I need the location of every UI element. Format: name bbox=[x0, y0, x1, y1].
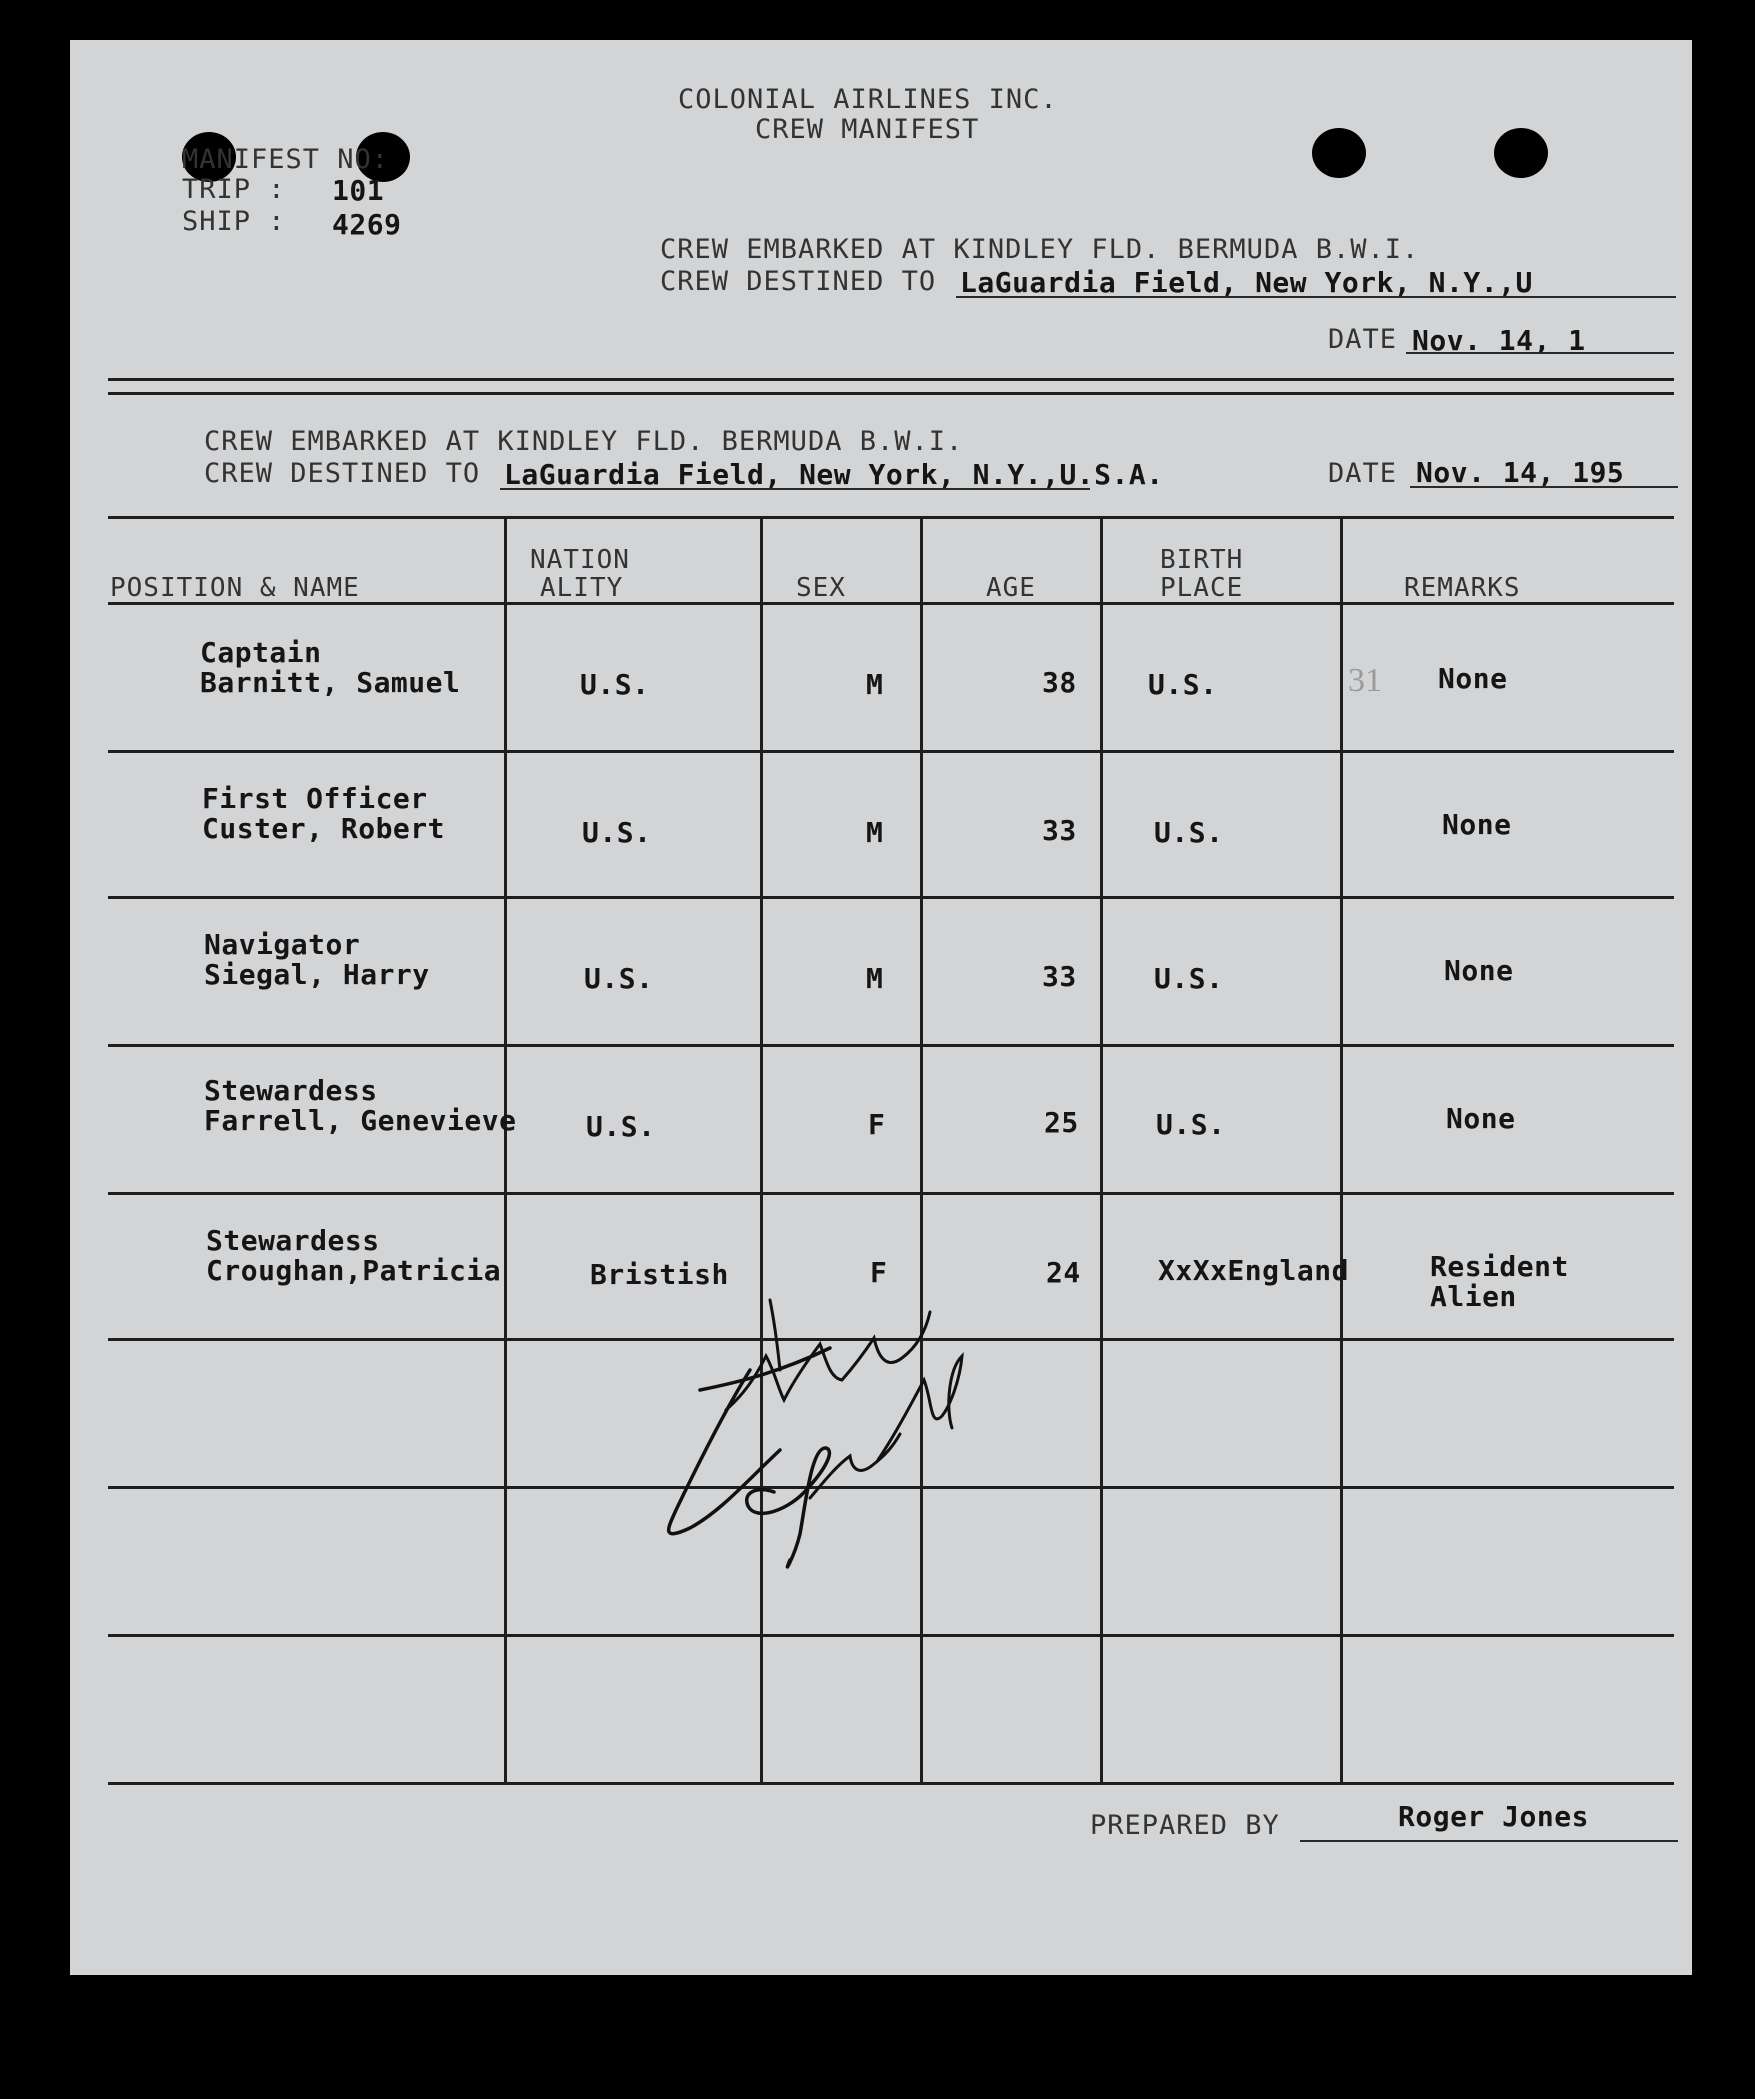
row-rule-1 bbox=[108, 750, 1674, 753]
row-2-position: First Officer bbox=[202, 782, 428, 815]
col-header-age: AGE bbox=[986, 573, 1036, 603]
prepared-by-value: Roger Jones bbox=[1398, 1800, 1589, 1833]
date-underline bbox=[1406, 352, 1674, 354]
row-1-sex: M bbox=[866, 668, 884, 701]
trip-number: 101 bbox=[332, 174, 385, 207]
row-2-remarks bbox=[1442, 810, 1511, 840]
date-label-2: DATE bbox=[1328, 458, 1398, 489]
row-3-remarks bbox=[1444, 956, 1513, 986]
row-5-remarks-line-2: Alien bbox=[1430, 1280, 1517, 1313]
col-header-sex: SEX bbox=[796, 573, 846, 603]
table-row-1-position-name bbox=[200, 638, 460, 698]
table-row-5-position-name bbox=[206, 1226, 501, 1286]
embarked-line: CREW EMBARKED AT KINDLEY FLD. BERMUDA B.W.I. bbox=[660, 234, 1420, 265]
col-divider-2 bbox=[760, 518, 763, 1782]
table-row-2-position-name bbox=[202, 784, 445, 844]
immigration-inspector-signature bbox=[630, 1260, 970, 1590]
table-top-rule bbox=[108, 516, 1674, 519]
destined-underline bbox=[956, 296, 1676, 298]
row-2-birthplace: U.S. bbox=[1154, 816, 1224, 849]
row-rule-3 bbox=[108, 1044, 1674, 1047]
punch-hole-right-1 bbox=[1312, 128, 1366, 178]
row-3-nationality: U.S. bbox=[584, 962, 654, 995]
destined-label-2: CREW DESTINED TO bbox=[204, 458, 481, 489]
trip-label: TRIP : bbox=[182, 174, 286, 205]
date-value: Nov. 14, 1 bbox=[1412, 324, 1586, 357]
row-4-position: Stewardess bbox=[204, 1074, 378, 1107]
row-rule-4 bbox=[108, 1192, 1674, 1195]
col-header-position: POSITION & NAME bbox=[110, 573, 360, 603]
row-3-birthplace: U.S. bbox=[1154, 962, 1224, 995]
date-label: DATE bbox=[1328, 324, 1398, 355]
row-4-name: Farrell, Genevieve bbox=[204, 1104, 517, 1137]
row-4-remarks-line-1: None bbox=[1446, 1102, 1516, 1135]
row-4-age: 25 bbox=[1044, 1106, 1079, 1139]
row-4-sex: F bbox=[868, 1108, 886, 1141]
table-row-3-position-name bbox=[204, 930, 430, 990]
manifest-page bbox=[70, 40, 1692, 1975]
row-1-age: 38 bbox=[1042, 666, 1077, 699]
row-1-note: 31 bbox=[1348, 662, 1382, 699]
embarked-line-2: CREW EMBARKED AT KINDLEY FLD. BERMUDA B.W.I. bbox=[204, 426, 964, 457]
row-2-remarks-line-1: None bbox=[1442, 808, 1512, 841]
col-header-birthplace-1: BIRTH bbox=[1160, 545, 1244, 575]
row-5-nationality: Bristish bbox=[590, 1258, 729, 1291]
row-1-nationality: U.S. bbox=[580, 668, 650, 701]
company-name: COLONIAL AIRLINES INC. bbox=[678, 84, 1058, 115]
table-bottom-rule bbox=[108, 1782, 1674, 1785]
prepared-by-underline bbox=[1300, 1840, 1678, 1842]
row-2-nationality: U.S. bbox=[582, 816, 652, 849]
row-5-remarks bbox=[1430, 1252, 1569, 1312]
col-header-nationality-2: ALITY bbox=[540, 573, 624, 603]
row-5-name: Croughan,Patricia bbox=[206, 1254, 502, 1287]
row-5-age: 24 bbox=[1046, 1256, 1081, 1289]
row-4-nationality: U.S. bbox=[586, 1110, 656, 1143]
row-1-remarks-line-1: None bbox=[1438, 662, 1508, 695]
row-1-name: Barnitt, Samuel bbox=[200, 666, 461, 699]
document-title: CREW MANIFEST bbox=[755, 114, 980, 145]
destined-label: CREW DESTINED TO bbox=[660, 266, 937, 297]
table-row-4-position-name bbox=[204, 1076, 516, 1136]
separator-line-1 bbox=[108, 378, 1674, 381]
col-header-remarks: REMARKS bbox=[1404, 573, 1521, 603]
col-divider-4 bbox=[1100, 518, 1103, 1782]
row-2-sex: M bbox=[866, 816, 884, 849]
row-4-remarks bbox=[1446, 1104, 1515, 1134]
row-1-birthplace: U.S. bbox=[1148, 668, 1218, 701]
col-header-birthplace-2: PLACE bbox=[1160, 573, 1244, 603]
destined-value-2: LaGuardia Field, New York, N.Y.,U.S.A. bbox=[504, 458, 1164, 491]
row-3-sex: M bbox=[866, 962, 884, 995]
row-3-position: Navigator bbox=[204, 928, 361, 961]
row-5-birthplace: XxXxEngland bbox=[1158, 1254, 1349, 1287]
row-4-birthplace: U.S. bbox=[1156, 1108, 1226, 1141]
row-1-remarks bbox=[1438, 664, 1507, 694]
manifest-no-label: MANIFEST NO: bbox=[182, 144, 390, 175]
destined-value: LaGuardia Field, New York, N.Y.,U bbox=[960, 266, 1533, 299]
row-5-position: Stewardess bbox=[206, 1224, 380, 1257]
row-2-age: 33 bbox=[1042, 814, 1077, 847]
col-header-nationality-1: NATION bbox=[530, 545, 630, 575]
destined-underline-2 bbox=[500, 488, 1090, 490]
row-3-remarks-line-1: None bbox=[1444, 954, 1514, 987]
row-5-remarks-line-1: Resident bbox=[1430, 1250, 1569, 1283]
row-rule-2 bbox=[108, 896, 1674, 899]
row-3-name: Siegal, Harry bbox=[204, 958, 430, 991]
col-divider-1 bbox=[504, 518, 507, 1782]
ship-number: 4269 bbox=[332, 208, 402, 241]
date-underline-2 bbox=[1410, 486, 1678, 488]
row-2-name: Custer, Robert bbox=[202, 812, 446, 845]
ship-label: SHIP : bbox=[182, 206, 286, 237]
row-1-position: Captain bbox=[200, 636, 322, 669]
col-divider-5 bbox=[1340, 518, 1343, 1782]
col-divider-3 bbox=[920, 518, 923, 1782]
punch-hole-right-2 bbox=[1494, 128, 1548, 178]
separator-line-2 bbox=[108, 392, 1674, 395]
row-rule-7 bbox=[108, 1634, 1674, 1637]
row-3-age: 33 bbox=[1042, 960, 1077, 993]
prepared-by-label: PREPARED BY bbox=[1090, 1810, 1280, 1841]
date-value-2: Nov. 14, 195 bbox=[1416, 456, 1625, 489]
row-5-sex: F bbox=[870, 1256, 888, 1289]
